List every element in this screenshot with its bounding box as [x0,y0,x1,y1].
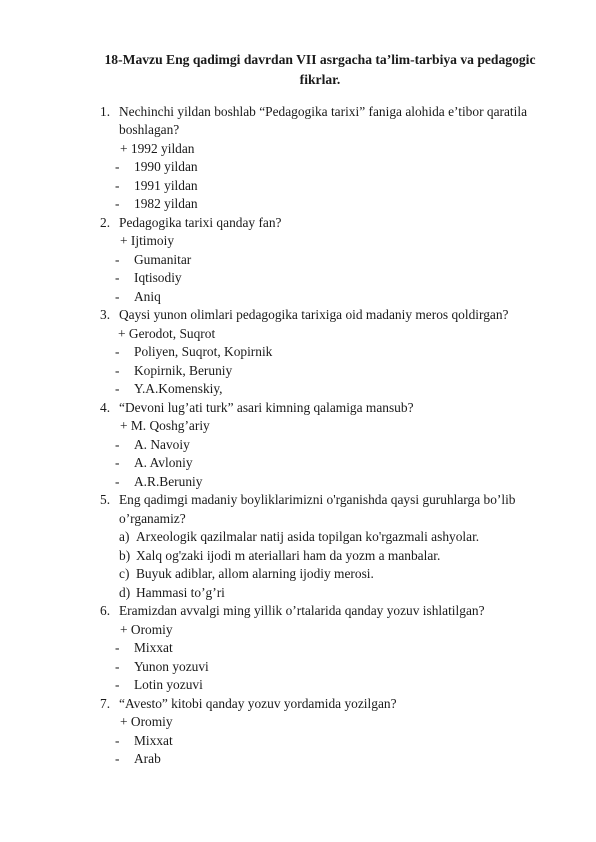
answer-option: A. Navoiy [134,437,190,452]
answer-option: Y.A.Komenskiy, [134,381,223,396]
answer-option: Arab [134,751,161,766]
question-text-continued: boshlagan? [119,122,180,137]
answer-option: Mixxat [134,640,173,655]
answer-option: Arxeologik qazilmalar natij asida topilgan ko'rgazmali ashyolar. [136,529,480,544]
answer-option: A.R.Beruniy [134,474,203,489]
correct-answer: + Gerodot, Suqrot [118,326,216,341]
question-text: “Avesto” kitobi qanday yozuv yordamida yozilgan? [119,696,397,711]
option-dash: - [115,751,120,766]
answer-option: Xalq og'zaki ijodi m ateriallari ham da yozm a manbalar. [136,548,441,563]
option-dash: - [115,196,120,211]
title-line-2: fikrlar. [299,72,341,87]
correct-answer: + Ijtimoiy [120,233,175,248]
answer-option: Mixxat [134,733,173,748]
answer-option: Yunon yozuvi [134,659,209,674]
question-number: 5. [100,492,111,507]
question-text: Qaysi yunon olimlari pedagogika tarixiga oid madaniy meros qoldirgan? [119,307,509,322]
correct-answer: + 1992 yildan [120,141,195,156]
question-number: 2. [100,215,111,230]
answer-option: 1982 yildan [134,196,198,211]
answer-option: Gumanitar [134,252,192,267]
question-number: 1. [100,104,111,119]
question-text: Nechinchi yildan boshlab “Pedagogika tarixi” faniga alohida e’tibor qaratila [119,104,528,119]
option-dash: - [115,437,120,452]
question-number: 7. [100,696,111,711]
option-dash: - [115,289,120,304]
option-dash: - [115,381,120,396]
answer-option: 1990 yildan [134,159,198,174]
answer-option: Poliyen, Suqrot, Kopirnik [134,344,273,359]
correct-answer: + M. Qoshg’ariy [120,418,210,433]
question-text: “Devoni lug’ati turk” asari kimning qalamiga mansub? [119,400,414,415]
answer-option: Iqtisodiy [134,270,182,285]
answer-option: Hammasi to’g’ri [136,585,225,600]
option-dash: - [115,178,120,193]
question-text: Pedagogika tarixi qanday fan? [119,215,282,230]
option-letter: a) [119,529,130,544]
question-text: Eramizdan avvalgi ming yillik o’rtalarida qanday yozuv ishlatilgan? [119,603,485,618]
option-dash: - [115,733,120,748]
option-dash: - [115,474,120,489]
option-dash: - [115,659,120,674]
option-dash: - [115,159,120,174]
option-letter: b) [119,548,131,563]
answer-option: 1991 yildan [134,178,198,193]
option-dash: - [115,640,120,655]
option-dash: - [115,344,120,359]
answer-option: Kopirnik, Beruniy [134,363,233,378]
option-letter: c) [119,566,130,581]
answer-option: A. Avloniy [134,455,193,470]
question-text-continued: o’rganamiz? [119,511,186,526]
answer-option: Aniq [134,289,161,304]
option-dash: - [115,677,120,692]
option-dash: - [115,363,120,378]
answer-option: Lotin yozuvi [134,677,203,692]
question-number: 4. [100,400,111,415]
correct-answer: + Oromiy [120,622,173,637]
question-number: 3. [100,307,111,322]
title-line-1: 18-Mavzu Eng qadimgi davrdan VII asrgacha ta’lim-tarbiya va pedagogic [104,52,536,67]
option-dash: - [115,270,120,285]
document-title [70,50,570,90]
question-text: Eng qadimgi madaniy boyliklarimizni o'rganishda qaysi guruhlarga bo’lib [119,492,516,507]
question-number: 6. [100,603,111,618]
answer-option: Buyuk adiblar, allom alarning ijodiy merosi. [136,566,374,581]
option-letter: d) [119,585,131,600]
correct-answer: + Oromiy [120,714,173,729]
option-dash: - [115,455,120,470]
option-dash: - [115,252,120,267]
